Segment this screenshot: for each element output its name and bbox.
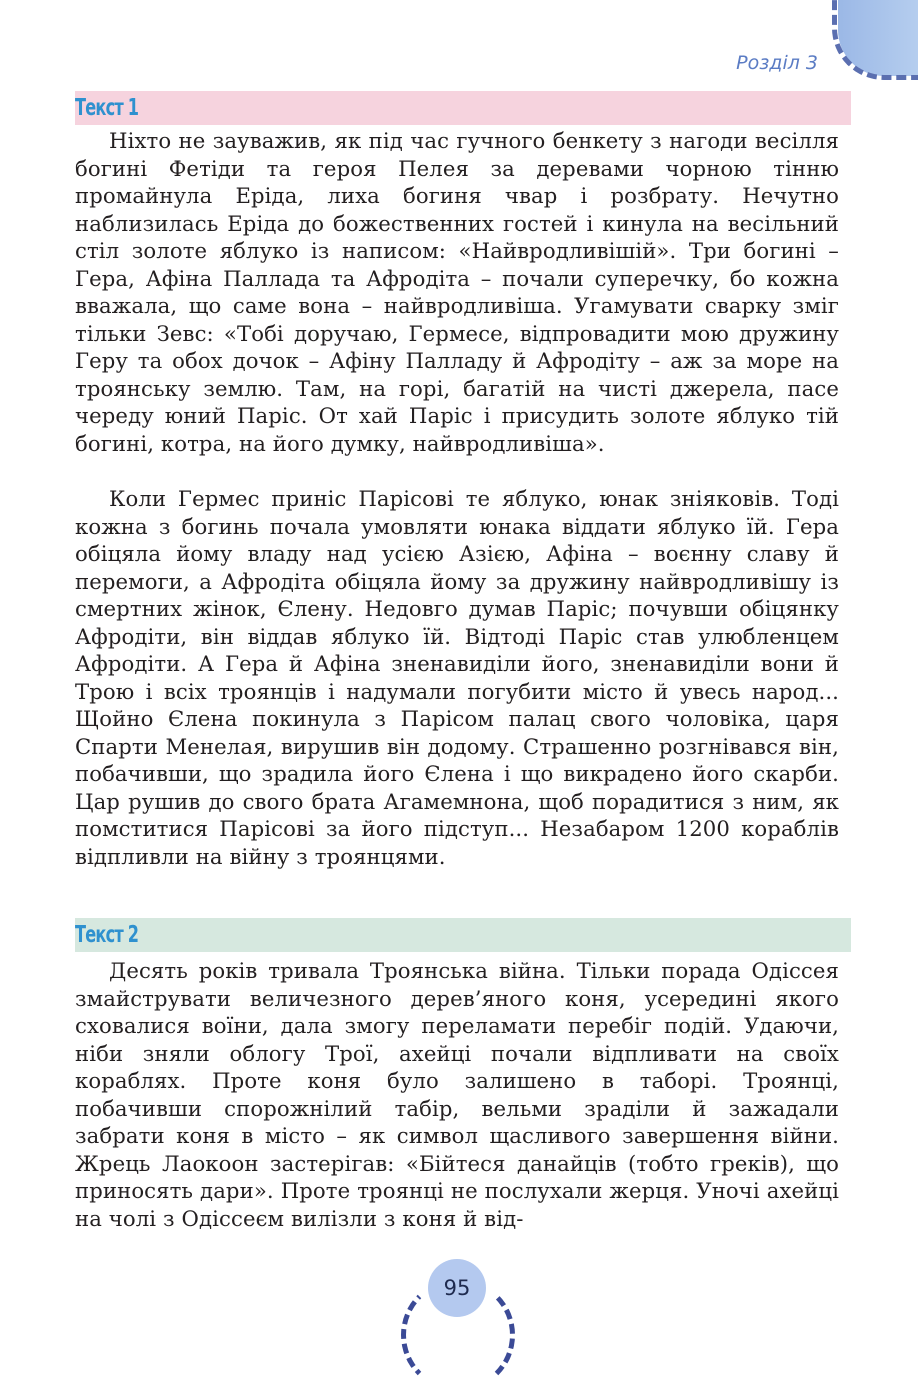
page-number-badge	[428, 1259, 486, 1317]
text2-heading: Текст 2	[75, 922, 139, 948]
text1-heading: Текст 1	[75, 95, 139, 121]
corner-dashed-border	[832, 0, 918, 80]
text1-paragraph-1: Ніхто не зауважив, як під час гучного бенкету з нагоди весілля богині Фетіди та героя Пелея за деревами чорною тінню промайнула Еріда, лиха богиня чвар і розбрату. Нечутно наблизилась Еріда до божественних гостей і кинула на весільний стіл золоте яблуко із написом: «Найвродливішій». Три богині – Гера, Афіна Паллада та Афродіта – почали суперечку, бо кожна вважала, що саме вона – найвродливіша. Угамувати сварку зміг тільки Зевс: «Тобі доручаю, Гермесе, відпровадити мою дружину Геру та обох дочок – Афіну Палладу й Афродіту – аж за море на троянську землю. Там, на горі, багатій на чисті джерела, пасе череду юний Паріс. От хай Паріс і присудить золоте яблуко тій богині, котра, на його думку, найвродливіша».	[75, 128, 839, 456]
text2-heading-bar	[75, 918, 851, 952]
text1-heading-bar	[75, 91, 851, 125]
section-label: Розділ 3	[736, 52, 818, 74]
page-number: 95	[443, 1276, 471, 1300]
text1-paragraph-2: Коли Гермес приніс Парісові те яблуко, юнак зніяковів. Тоді кожна з богинь почала умовляти юнака віддати яблуко їй. Гера обіцяла йому владу над усією Азією, Афіна – воєнну славу й перемоги, а Афродіта обіцяла йому за дружину найвродливішу із смертних жінок, Єлену. Недовго думав Паріс; почувши обіцянку Афродіти, він віддав яблуко їй. Відтоді Паріс став улюбленцем Афродіти. А Гера й Афіна зненавиділи його, зненавиділи вони й Трою і всіх троянців і надумали погубити місто й увесь народ... Щойно Єлена покинула з Парісом палац свого чоловіка, царя Спарти Менелая, вирушив він додому. Страшенно розгнівався він, побачивши, що зрадила його Єлена і що викрадено його скарби. Цар рушив до свого брата Агамемнона, щоб порадитися з ним, як помститися Парісові за його підступ... Незабаром 1200 кораблів відпливли на війну з троянцями.	[75, 486, 839, 869]
text2-paragraph-1: Десять років тривала Троянська війна. Тільки порада Одіссея змайструвати величезного дерев’яного коня, усередині якого сховалися воїни, дала змогу переламати перебіг подій. Удаючи, ніби зняли облогу Трої, ахейці почали відпливати на своїх кораблях. Проте коня було залишено в таборі. Троянці, побачивши спорожнілий табір, вельми зраділи й зажадали забрати коня в місто – як символ щасливого завершення війни. Жрець Лаокоон застерігав: «Бійтеся данайців (тобто греків), що приносять дари». Проте троянці не послухали жерця. Уночі ахейці на чолі з Одіссеєм вилізли з коня й від-	[75, 958, 839, 1231]
